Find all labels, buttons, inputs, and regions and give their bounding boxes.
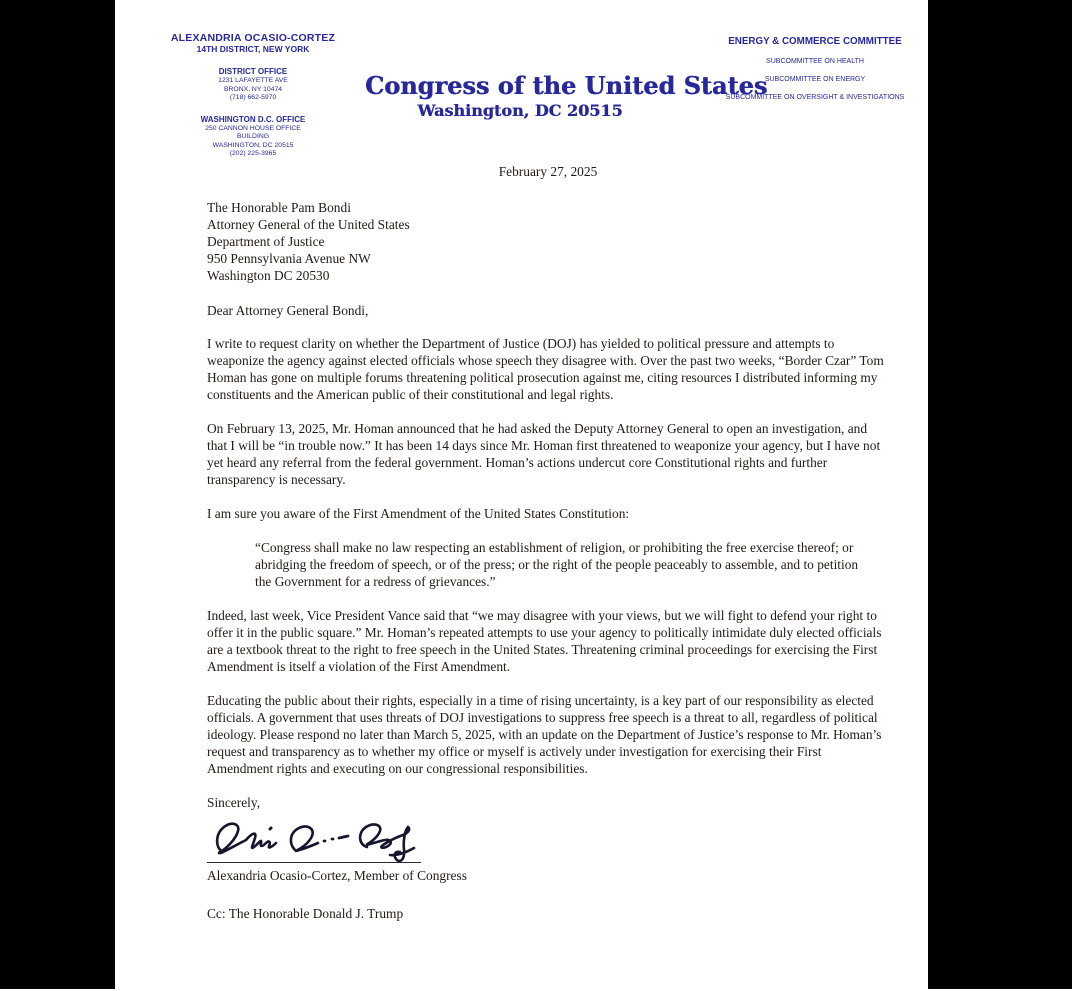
cc-line: Cc: The Honorable Donald J. Trump xyxy=(207,906,404,921)
recipient-line: Washington DC 20530 xyxy=(207,268,330,283)
signature-underline xyxy=(207,862,421,863)
closing: Sincerely, xyxy=(207,795,261,810)
background-left-bar xyxy=(0,0,115,989)
paragraph: Educating the public about their rights, especially in a time of rising uncertainty, is a key part of our responsibility as elected officials. A government that uses threats of DOJ investigations to suppress free speech is a threat to all, regardless of political ideology. Please respond no later than March 5, 2025, with an update on the Department of Justice’s response to Mr. Homan’s request and transparency as to whether my office or myself is actively under investigation for exercising their First Amendment rights and executing on our congressional responsibilities. xyxy=(207,693,882,776)
member-district: 14TH DISTRICT, NEW YORK xyxy=(196,44,310,54)
dc-office-line: (202) 225-3965 xyxy=(229,150,277,157)
first-amendment-quote: “Congress shall make no law respecting an establishment of religion, or prohibiting the free exercise thereof; or abridging the freedom of speech, or of the press; or the right of the people peaceably to assemble, and to petition the Government for a redress of grievances.” xyxy=(255,540,859,589)
dc-office-line: WASHINGTON, DC 20515 xyxy=(212,141,294,149)
congress-subtitle: Washington, DC 20515 xyxy=(417,101,623,120)
dc-office-line: BUILDING xyxy=(236,133,270,140)
dc-office-line: 250 CANNON HOUSE OFFICE xyxy=(205,124,301,132)
recipient-line: The Honorable Pam Bondi xyxy=(207,200,351,215)
recipient-line: Department of Justice xyxy=(207,234,325,249)
member-name: ALEXANDRIA OCASIO-CORTEZ xyxy=(170,32,336,44)
subcommittee-item: SUBCOMMITTEE ON HEALTH xyxy=(766,58,864,65)
signature-block xyxy=(207,814,423,863)
paragraph: I write to request clarity on whether the Department of Justice (DOJ) has yielded to political pressure and attempts to weaponize the agency against elected officials whose speech they disagree with. Over the past two weeks, “Border Czar” Tom Homan has gone on multiple forums threatening political prosecution against me, citing resources I distributed informing my constituents and the American public of their constitutional and legal rights. xyxy=(207,336,884,402)
subcommittee-item: SUBCOMMITTEE ON ENERGY xyxy=(764,76,866,83)
district-office-line: 1231 LAFAYETTE AVE xyxy=(218,77,288,84)
letterhead xyxy=(115,0,928,160)
subcommittee-item: SUBCOMMITTEE ON OVERSIGHT & INVESTIGATIONS xyxy=(725,94,905,101)
signature-typed-name: Alexandria Ocasio-Cortez, Member of Congress xyxy=(207,868,467,883)
dc-office-title: WASHINGTON D.C. OFFICE xyxy=(200,114,306,124)
recipient-line: 950 Pennsylvania Avenue NW xyxy=(207,251,371,266)
district-office-line: BRONX, NY 10474 xyxy=(223,85,283,93)
district-office-title: DISTRICT OFFICE xyxy=(218,67,288,76)
paragraph: I am sure you aware of the First Amendment of the United States Constitution: xyxy=(207,506,630,521)
congress-seal-block xyxy=(365,71,768,122)
background-right-bar xyxy=(928,0,1072,989)
handwritten-signature xyxy=(209,814,429,866)
letter-date: February 27, 2025 xyxy=(498,164,598,179)
congress-title: Congress of the United States xyxy=(365,71,768,100)
district-office-line: (718) 662-5970 xyxy=(229,94,277,101)
member-office-block xyxy=(143,32,363,159)
paragraph: Indeed, last week, Vice President Vance said that “we may disagree with your views, but we will fight to defend your right to offer it in the public square.” Mr. Homan’s repeated attempts to use your agency to politically intimidate duly elected officials are a textbook threat to the right to free speech in the United States. Threatening criminal proceedings for exercising the First Amendment is itself a violation of the First Amendment. xyxy=(207,608,882,674)
recipient-address-block xyxy=(207,199,889,284)
recipient-line: Attorney General of the United States xyxy=(207,217,410,232)
committee-name: ENERGY & COMMERCE COMMITTEE xyxy=(728,36,902,47)
salutation: Dear Attorney General Bondi, xyxy=(207,303,369,318)
letter-page xyxy=(115,0,928,991)
letter-body xyxy=(207,163,889,922)
paragraph: On February 13, 2025, Mr. Homan announced that he had asked the Deputy Attorney General to open an investigation, and that I will be “in trouble now.” It has been 14 days since Mr. Homan first threatened to weaponize your agency, but I have not yet heard any referral from the federal government. Homan’s actions undercut core Constitutional rights and further transparency is necessary. xyxy=(207,421,881,487)
committee-block xyxy=(707,36,923,102)
